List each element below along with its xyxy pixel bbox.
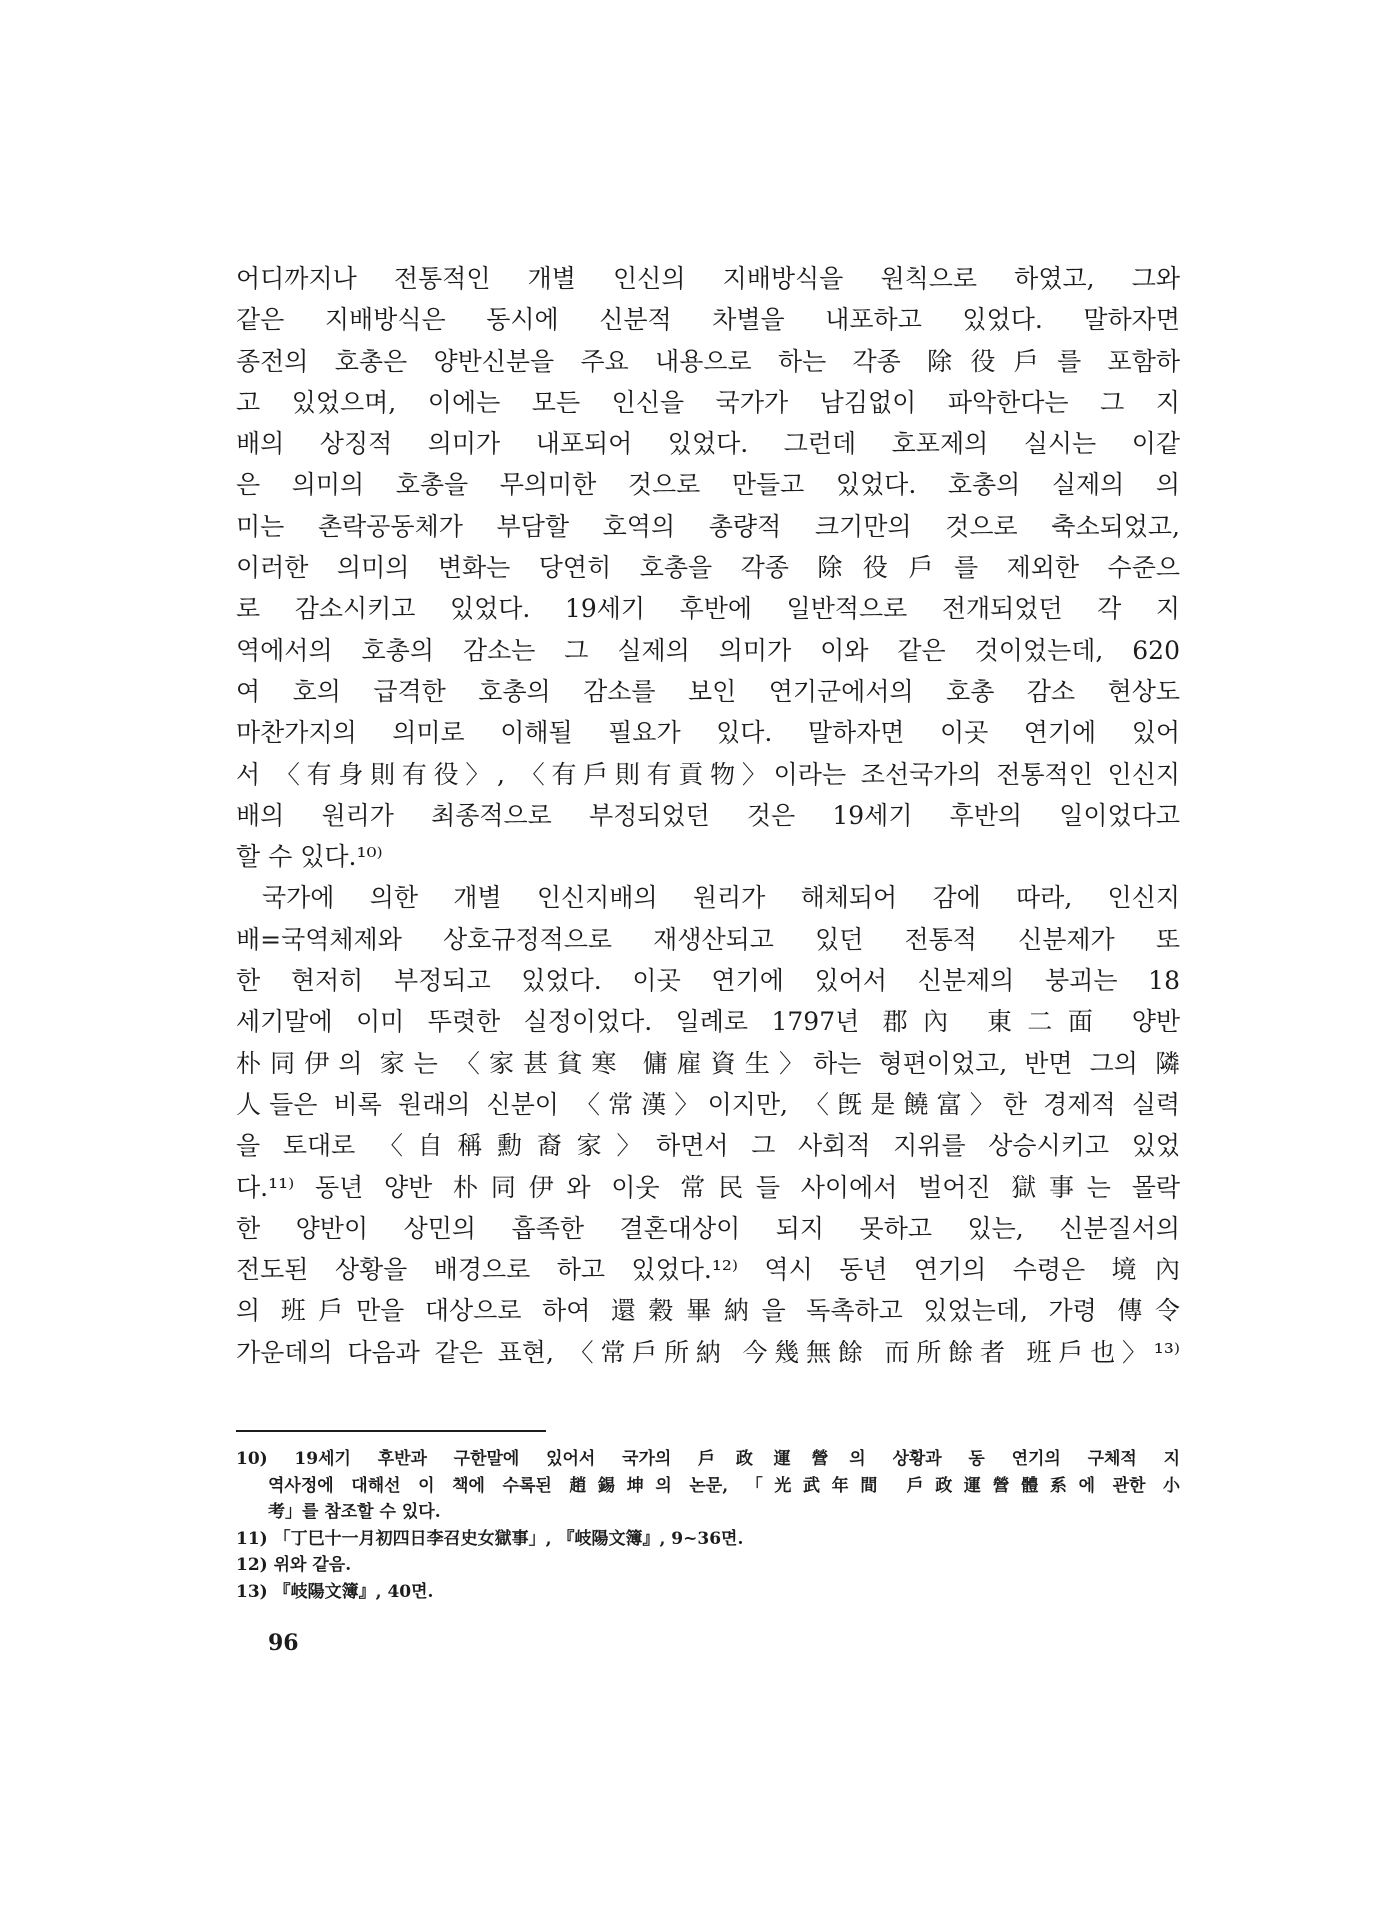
footnote-line: 12) 위와 같음. <box>236 1555 352 1575</box>
main-text <box>236 258 1180 1373</box>
footnotes <box>236 1446 1180 1605</box>
body-line: 가운데의 다음과 같은 표현, 〈常戶所納 今幾無餘 而所餘者 班戶也〉¹³⁾ <box>236 1337 1180 1367</box>
footnote-line: 11) 「丁巳十一月初四日李召史女獄事」, 『岐陽文簿』, 9~36면. <box>236 1528 744 1549</box>
body-line: 다.¹¹⁾ 동년 양반 朴同伊와 이웃 常民들 사이에서 벌어진 獄事는 몰락 <box>236 1172 1180 1202</box>
body-line: 마찬가지의 의미로 이해될 필요가 있다. 말하자면 이곳 연기에 있어 <box>236 718 1180 748</box>
body-line: 미는 촌락공동체가 부담할 호역의 총량적 크기만의 것으로 축소되었고, <box>236 511 1180 541</box>
footnote-line: 13) 『岐陽文簿』, 40면. <box>236 1581 434 1602</box>
body-line: 국가에 의한 개별 인신지배의 원리가 해체되어 감에 따라, 인신지 <box>262 883 1180 913</box>
footnote-line: 역사정에 대해선 이 책에 수록된 趙錫坤의 논문, 「光武年間 戶政運營體系에 관한 小 <box>268 1475 1180 1496</box>
body-line: 서 〈有身則有役〉, 〈有戶則有貢物〉이라는 조선국가의 전통적인 인신지 <box>236 759 1180 789</box>
body-line: 의 班戶만을 대상으로 하여 還穀畢納을 독촉하고 있었는데, 가령 傳令 <box>236 1296 1180 1326</box>
body-line: 朴同伊의 家는 〈家甚貧寒 傭雇資生〉하는 형편이었고, 반면 그의 隣 <box>236 1048 1180 1078</box>
body-line: 할 수 있다.¹⁰⁾ <box>236 842 383 872</box>
body-line: 배의 원리가 최종적으로 부정되었던 것은 19세기 후반의 일이었다고 <box>236 800 1180 830</box>
footnote-divider <box>236 1430 546 1432</box>
body-line: 을 토대로 〈自稱勳裔家〉하면서 그 사회적 지위를 상승시키고 있었 <box>236 1131 1180 1161</box>
footnote-line: 考」를 참조할 수 있다. <box>268 1502 441 1522</box>
body-line: 고 있었으며, 이에는 모든 인신을 국가가 남김없이 파악한다는 그 지 <box>236 387 1180 417</box>
page-number: 96 <box>268 1630 299 1656</box>
body-line: 人들은 비록 원래의 신분이 〈常漢〉이지만, 〈旣是饒富〉한 경제적 실력 <box>236 1089 1180 1119</box>
footnote-line: 10) 19세기 후반과 구한말에 있어서 국가의 戶政運營의 상황과 동 연기의 구체적 지 <box>236 1449 1180 1469</box>
body-line: 이러한 의미의 변화는 당연히 호총을 각종 除役戶를 제외한 수준으 <box>236 553 1180 583</box>
body-line: 어디까지나 전통적인 개별 인신의 지배방식을 원칙으로 하였고, 그와 <box>236 264 1180 293</box>
body-line: 세기말에 이미 뚜렷한 실정이었다. 일례로 1797년 郡內 東二面 양반 <box>236 1007 1180 1037</box>
body-line: 배=국역체제와 상호규정적으로 재생산되고 있던 전통적 신분제가 또 <box>236 924 1180 954</box>
body-line: 전도된 상황을 배경으로 하고 있었다.¹²⁾ 역시 동년 연기의 수령은 境內 <box>236 1255 1180 1285</box>
body-line: 역에서의 호총의 감소는 그 실제의 의미가 이와 같은 것이었는데, 620 <box>236 635 1180 665</box>
body-line: 종전의 호총은 양반신분을 주요 내용으로 하는 각종 除役戶를 포함하 <box>236 346 1180 376</box>
body-line: 한 현저히 부정되고 있었다. 이곳 연기에 있어서 신분제의 붕괴는 18 <box>236 966 1180 996</box>
body-line: 은 의미의 호총을 무의미한 것으로 만들고 있었다. 호총의 실제의 의 <box>236 470 1180 500</box>
body-line: 여 호의 급격한 호총의 감소를 보인 연기군에서의 호총 감소 현상도 <box>236 676 1180 706</box>
body-line: 한 양반이 상민의 흡족한 결혼대상이 되지 못하고 있는, 신분질서의 <box>236 1213 1180 1243</box>
body-line: 같은 지배방식은 동시에 신분적 차별을 내포하고 있었다. 말하자면 <box>236 305 1180 335</box>
body-line: 로 감소시키고 있었다. 19세기 후반에 일반적으로 전개되었던 각 지 <box>236 594 1180 624</box>
body-line: 배의 상징적 의미가 내포되어 있었다. 그런데 호포제의 실시는 이같 <box>236 429 1180 459</box>
